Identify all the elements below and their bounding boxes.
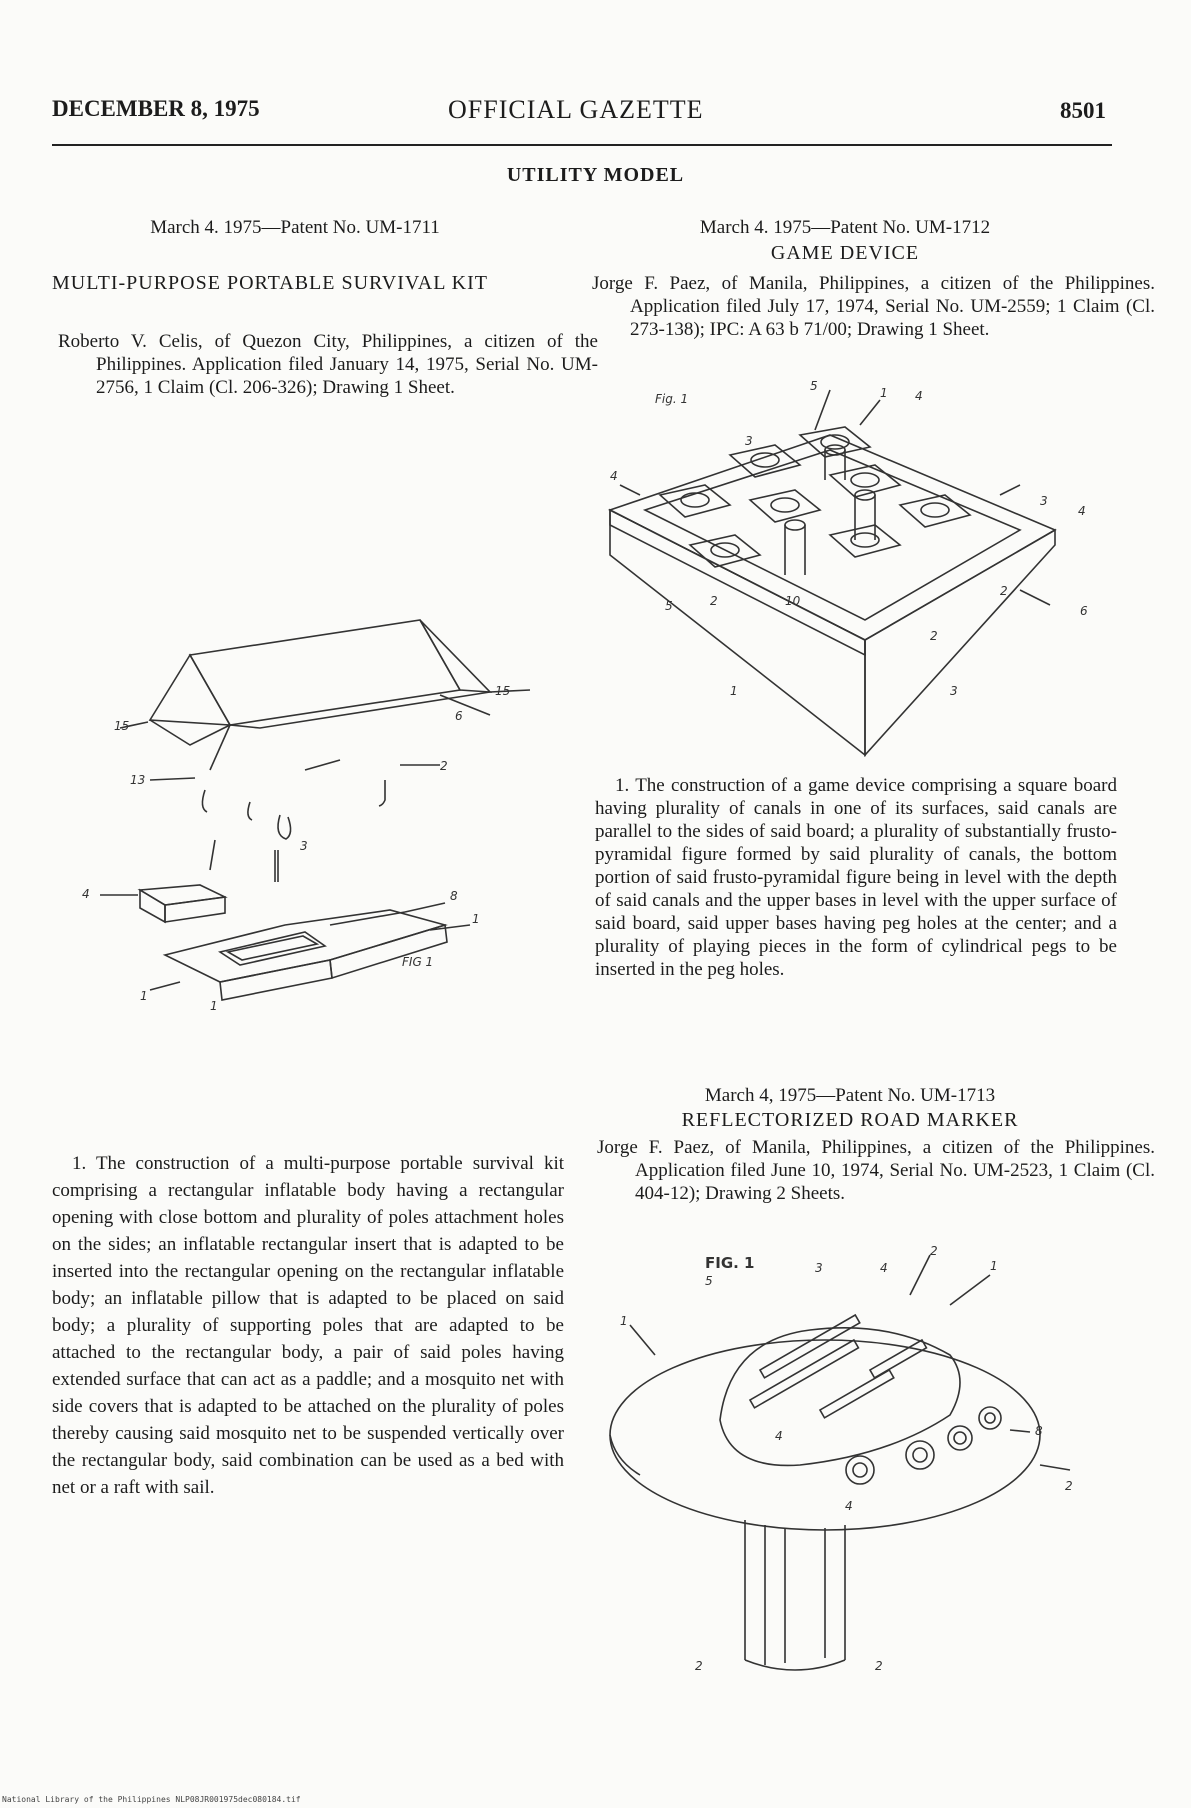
- svg-text:2: 2: [710, 594, 718, 608]
- svg-text:4: 4: [775, 1429, 783, 1443]
- net-pole: [210, 725, 230, 770]
- patent-1711-inventor: Roberto V. Celis, of Quezon City, Philippines, a citizen of the Philippines. Application filed January 14, 1975, Serial No. UM-2756, 1 Claim (Cl. 206-326); Drawing 1 Sheet.: [58, 331, 598, 398]
- svg-text:1: 1: [730, 684, 738, 698]
- patent-1711-date: March 4. 1975—Patent No. UM-1711: [150, 217, 440, 238]
- svg-text:3: 3: [745, 434, 753, 448]
- reflector-slots: [750, 1315, 926, 1418]
- svg-text:2: 2: [1065, 1479, 1073, 1493]
- svg-text:6: 6: [1080, 604, 1088, 618]
- patent-1713-date: March 4, 1975—Patent No. UM-1713: [704, 1085, 996, 1106]
- svg-text:5: 5: [705, 1274, 713, 1288]
- svg-text:8: 8: [1035, 1424, 1043, 1438]
- header-title: OFFICIAL GAZETTE: [448, 95, 704, 124]
- patent-1711-title: MULTI-PURPOSE PORTABLE SURVIVAL KIT: [52, 272, 489, 294]
- svg-text:3: 3: [300, 839, 308, 853]
- svg-text:1: 1: [990, 1259, 998, 1273]
- marker-post: [745, 1520, 845, 1670]
- svg-text:8: 8: [450, 889, 458, 903]
- board-front: [610, 510, 865, 655]
- body-front: [220, 960, 332, 1000]
- svg-text:4: 4: [915, 389, 923, 403]
- pillow-side: [165, 897, 225, 922]
- net-top: [190, 620, 460, 725]
- page-number: 8501: [1060, 98, 1106, 123]
- pillow-front: [140, 890, 165, 922]
- marker-disc: [610, 1340, 1040, 1530]
- svg-text:2: 2: [440, 759, 448, 773]
- leader-7: [150, 982, 180, 990]
- patent-1712-date: March 4. 1975—Patent No. UM-1712: [699, 217, 991, 238]
- header-date: DECEMBER 8, 1975: [52, 96, 260, 121]
- svg-text:4: 4: [880, 1261, 888, 1275]
- patent-1712-inventor: Jorge F. Paez, of Manila, Philippines, a citizen of the Philippines. Application filed July 17, 1974, Serial No. UM-2559; 1 Claim (Cl. 273-138); IPC: A 63 b 71/00; Drawing 1 Sheet.: [592, 273, 1155, 340]
- reflector-buttons: [846, 1407, 1001, 1484]
- svg-text:13: 13: [130, 773, 146, 787]
- patent-1713-inventor: Jorge F. Paez, of Manila, Philippines, a citizen of the Philippines. Application filed June 10, 1974, Serial No. UM-2523, 1 Claim (Cl. 404-12); Drawing 2 Sheets.: [597, 1137, 1155, 1204]
- net-side-left: [150, 655, 230, 725]
- svg-text:3: 3: [950, 684, 958, 698]
- svg-text:4: 4: [610, 469, 618, 483]
- header-rule: [52, 144, 1112, 146]
- patent-1712-title: GAME DEVICE: [770, 242, 920, 264]
- svg-text:4: 4: [1078, 504, 1086, 518]
- svg-text:2: 2: [1000, 584, 1008, 598]
- svg-text:1: 1: [620, 1314, 628, 1328]
- pyramids: [660, 427, 970, 567]
- svg-text:5: 5: [665, 599, 673, 613]
- net-side-right: [420, 620, 490, 692]
- svg-text:3: 3: [815, 1261, 823, 1275]
- footer-source: National Library of the Philippines NLP08JR001975dec080184.tif: [2, 1795, 301, 1804]
- svg-text:1: 1: [210, 999, 218, 1013]
- svg-text:2: 2: [695, 1659, 703, 1673]
- game-board-figure: [600, 379, 1100, 765]
- svg-text:2: 2: [930, 1244, 938, 1258]
- net-bottom-edge: [150, 692, 490, 745]
- svg-text:4: 4: [82, 887, 90, 901]
- patent-1711-claim: 1. The construction of a multi-purpose portable survival kit comprising a rectangular inflatable body having a rectangular opening with close bottom and plurality of poles attachment holes on the sides; an inflatable rectangular insert that is adapted to be inserted into the rectangular opening on the rectangular inflatable body; an inflatable pillow that is adapted to be placed on said body; a plurality of supporting poles that are adapted to be attached to the rectangular body, a pair of said poles having extended surface that can act as a paddle; and a mosquito net with side covers that is adapted to be attached on the plurality of poles thereby causing said mosquito net to be suspended vertically over the rectangular body, said combination can be used as a bed with net or a raft with sail.: [52, 1153, 564, 1498]
- svg-text:15: 15: [495, 684, 511, 698]
- svg-text:5: 5: [810, 379, 818, 393]
- svg-text:1: 1: [472, 912, 480, 926]
- svg-text:4: 4: [845, 1499, 853, 1513]
- board-side: [865, 530, 1055, 755]
- leader-2: [305, 760, 340, 770]
- svg-text:6: 6: [455, 709, 463, 723]
- svg-text:10: 10: [785, 594, 801, 608]
- svg-text:3: 3: [1040, 494, 1048, 508]
- leader-13: [150, 778, 195, 780]
- fig-1-label: FIG 1: [402, 955, 434, 969]
- fig-game-label: Fig. 1: [655, 392, 689, 406]
- section-title: UTILITY MODEL: [506, 164, 685, 186]
- svg-text:1: 1: [140, 989, 148, 1003]
- svg-text:2: 2: [875, 1659, 883, 1673]
- svg-text:1: 1: [880, 386, 888, 400]
- survival-kit-figure: [82, 610, 540, 1020]
- patent-1712-claim: 1. The construction of a game device comprising a square board having plurality of canals in one of its surfaces, said canals are parallel to the sides of said board; a plurality of substantially frusto-pyramidal figure formed by said plurality of canals, the bottom portion of said frusto-pyramidal figure being in level with the depth of said canals and the upper bases in level with the upper surface of said board, said upper bases having peg holes at the center; and a plurality of playing pieces in the form of cylindrical pegs to be inserted in the peg holes.: [595, 775, 1117, 980]
- svg-text:2: 2: [930, 629, 938, 643]
- body-side: [330, 925, 447, 978]
- road-marker-figure: [610, 1244, 1080, 1673]
- fig-marker-label: FIG. 1: [705, 1254, 755, 1272]
- leader-6: [440, 695, 490, 715]
- svg-text:15: 15: [114, 719, 130, 733]
- patent-1713-title: REFLECTORIZED ROAD MARKER: [681, 1109, 1019, 1131]
